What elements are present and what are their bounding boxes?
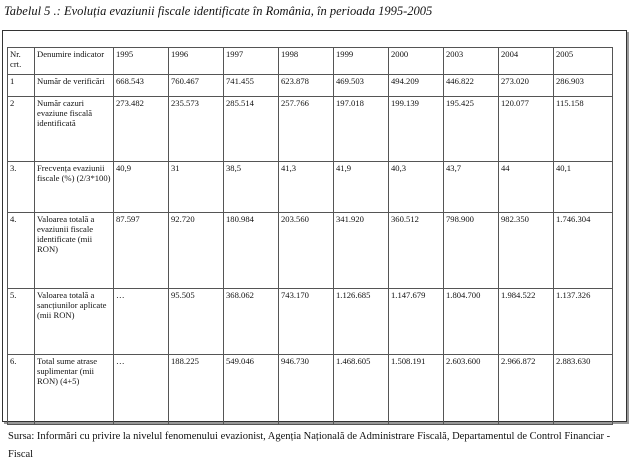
value-cell: 360.512 (389, 213, 444, 289)
value-cell: 273.482 (114, 97, 169, 162)
value-cell: 1.984.522 (499, 289, 554, 355)
value-cell: 285.514 (224, 97, 279, 162)
value-cell: 368.062 (224, 289, 279, 355)
header-cell-year: 1997 (224, 48, 279, 75)
value-cell: 199.139 (389, 97, 444, 162)
table-row (8, 355, 613, 425)
value-cell: 197.018 (334, 97, 389, 162)
value-cell: 743.170 (279, 289, 334, 355)
header-cell-year: 1998 (279, 48, 334, 75)
value-cell: 668.543 (114, 75, 169, 97)
header-cell-year: 2005 (554, 48, 613, 75)
value-cell: 494.209 (389, 75, 444, 97)
value-cell: 273.020 (499, 75, 554, 97)
header-row (8, 48, 613, 75)
value-cell: 286.903 (554, 75, 613, 97)
value-cell: 1.137.326 (554, 289, 613, 355)
value-cell: 188.225 (169, 355, 224, 425)
value-cell: 2.966.872 (499, 355, 554, 425)
indicator-cell: Valoarea totală a sancțiunilor aplicate (mii RON) (35, 289, 114, 355)
row-number: 6. (8, 355, 35, 425)
header-cell-year: 2004 (499, 48, 554, 75)
value-cell: 195.425 (444, 97, 499, 162)
header-cell-year: 2000 (389, 48, 444, 75)
value-cell: 1.468.605 (334, 355, 389, 425)
value-cell: 2.603.600 (444, 355, 499, 425)
header-cell-nr: Nr. crt. (8, 48, 35, 75)
table-row (8, 97, 613, 162)
value-cell: 38,5 (224, 162, 279, 213)
value-cell: 31 (169, 162, 224, 213)
table-caption: Tabelul 5 .: Evoluția evaziunii fiscale identificate în România, în perioada 1995-2005 (4, 4, 433, 18)
header-cell-year: 2003 (444, 48, 499, 75)
row-number: 4. (8, 213, 35, 289)
row-number: 2 (8, 97, 35, 162)
header-cell-year: 1999 (334, 48, 389, 75)
row-number: 3. (8, 162, 35, 213)
value-cell: 92.720 (169, 213, 224, 289)
value-cell: 1.746.304 (554, 213, 613, 289)
value-cell: 1.126.685 (334, 289, 389, 355)
value-cell: 40,3 (389, 162, 444, 213)
value-cell: 40,9 (114, 162, 169, 213)
value-cell: 760.467 (169, 75, 224, 97)
value-cell: 982.350 (499, 213, 554, 289)
row-number: 5. (8, 289, 35, 355)
value-cell: 741.455 (224, 75, 279, 97)
value-cell: 115.158 (554, 97, 613, 162)
table-row (8, 213, 613, 289)
value-cell: 257.766 (279, 97, 334, 162)
header-cell-year: 1995 (114, 48, 169, 75)
value-cell: 2.883.630 (554, 355, 613, 425)
value-cell: 180.984 (224, 213, 279, 289)
value-cell: 120.077 (499, 97, 554, 162)
value-cell: 44 (499, 162, 554, 213)
indicator-cell: Număr de verificări (35, 75, 114, 97)
table-row (8, 162, 613, 213)
row-number: 1 (8, 75, 35, 97)
value-cell: 798.900 (444, 213, 499, 289)
value-cell: 469.503 (334, 75, 389, 97)
value-cell: 549.046 (224, 355, 279, 425)
header-cell-indicator: Denumire indicator (35, 48, 114, 75)
value-cell: 95.505 (169, 289, 224, 355)
value-cell: 446.822 (444, 75, 499, 97)
data-table (7, 47, 613, 425)
value-cell: … (114, 289, 169, 355)
value-cell: 41,3 (279, 162, 334, 213)
value-cell: 203.560 (279, 213, 334, 289)
header-cell-year: 1996 (169, 48, 224, 75)
indicator-cell: Frecvența evaziunii fiscale (%) (2/3*100) (35, 162, 114, 213)
value-cell: 1.147.679 (389, 289, 444, 355)
indicator-cell: Valoarea totală a evaziunii fiscale identificate (mii RON) (35, 213, 114, 289)
value-cell: … (114, 355, 169, 425)
indicator-cell: Total sume atrase suplimentar (mii RON) (4+5) (35, 355, 114, 425)
table-row (8, 289, 613, 355)
value-cell: 1.804.700 (444, 289, 499, 355)
value-cell: 623.878 (279, 75, 334, 97)
value-cell: 946.730 (279, 355, 334, 425)
value-cell: 235.573 (169, 97, 224, 162)
value-cell: 87.597 (114, 213, 169, 289)
table-frame (2, 30, 627, 422)
value-cell: 40,1 (554, 162, 613, 213)
value-cell: 1.508.191 (389, 355, 444, 425)
value-cell: 41,9 (334, 162, 389, 213)
value-cell: 43,7 (444, 162, 499, 213)
table-row (8, 75, 613, 97)
indicator-cell: Număr cazuri evaziune fiscală identificată (35, 97, 114, 162)
value-cell: 341.920 (334, 213, 389, 289)
source-note: Sursa: Informări cu privire la nivelul fenomenului evazionist, Agenția Națională de Administrare Fiscală, Departamentul de Control Financiar - Fiscal (8, 431, 611, 460)
